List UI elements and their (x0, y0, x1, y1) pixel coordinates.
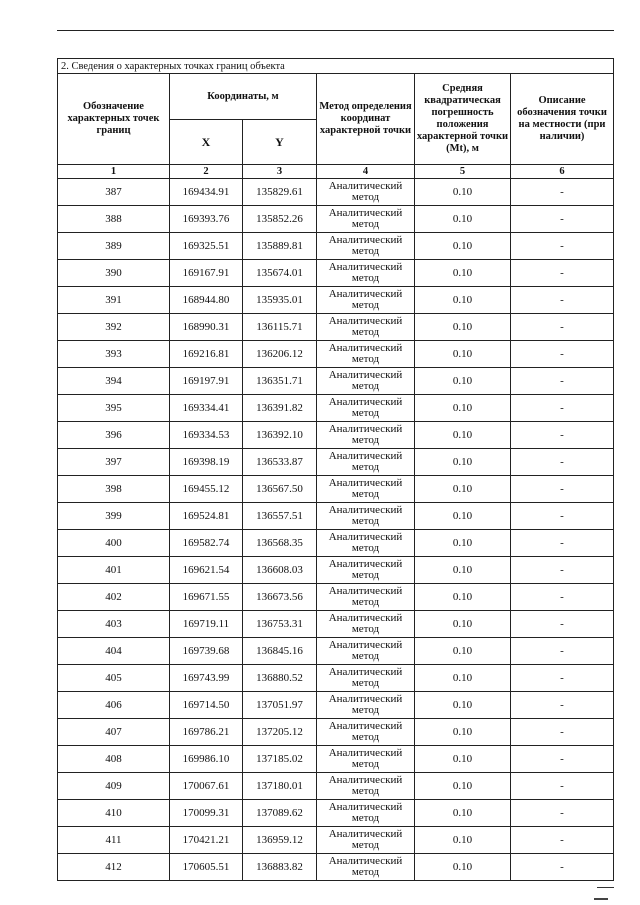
y-coordinate-cell: 136115.71 (243, 314, 317, 341)
table-row (58, 638, 614, 665)
table-row (58, 503, 614, 530)
accuracy-cell: 0.10 (415, 206, 511, 233)
table-row (58, 314, 614, 341)
column-number: 3 (243, 165, 317, 179)
point-cell: 408 (58, 746, 170, 773)
description-cell: - (511, 449, 614, 476)
table-row (58, 584, 614, 611)
method-cell: Аналитический метод (317, 827, 415, 854)
y-coordinate-cell: 136568.35 (243, 530, 317, 557)
point-cell: 389 (58, 233, 170, 260)
description-cell: - (511, 422, 614, 449)
x-coordinate-cell: 169986.10 (170, 746, 243, 773)
y-coordinate-cell: 137180.01 (243, 773, 317, 800)
point-cell: 405 (58, 665, 170, 692)
description-cell: - (511, 827, 614, 854)
point-cell: 409 (58, 773, 170, 800)
table-row (58, 692, 614, 719)
point-cell: 412 (58, 854, 170, 881)
method-cell: Аналитический метод (317, 260, 415, 287)
point-cell: 406 (58, 692, 170, 719)
description-cell: - (511, 638, 614, 665)
column-numbers-row (58, 165, 614, 179)
point-cell: 391 (58, 287, 170, 314)
point-cell: 396 (58, 422, 170, 449)
section-title: 2. Сведения о характерных точках границ объекта (58, 59, 614, 74)
accuracy-cell: 0.10 (415, 179, 511, 206)
point-cell: 404 (58, 638, 170, 665)
method-cell: Аналитический метод (317, 422, 415, 449)
point-cell: 387 (58, 179, 170, 206)
y-coordinate-cell: 137185.02 (243, 746, 317, 773)
accuracy-cell: 0.10 (415, 422, 511, 449)
y-coordinate-cell: 136883.82 (243, 854, 317, 881)
x-coordinate-cell: 169216.81 (170, 341, 243, 368)
y-coordinate-cell: 137205.12 (243, 719, 317, 746)
accuracy-cell: 0.10 (415, 395, 511, 422)
description-cell: - (511, 800, 614, 827)
method-cell: Аналитический метод (317, 611, 415, 638)
point-cell: 395 (58, 395, 170, 422)
x-coordinate-cell: 169167.91 (170, 260, 243, 287)
description-cell: - (511, 611, 614, 638)
x-coordinate-cell: 170605.51 (170, 854, 243, 881)
table-row (58, 530, 614, 557)
description-cell: - (511, 584, 614, 611)
accuracy-cell: 0.10 (415, 773, 511, 800)
point-cell: 407 (58, 719, 170, 746)
point-cell: 401 (58, 557, 170, 584)
x-coordinate-cell: 169582.74 (170, 530, 243, 557)
table-row (58, 800, 614, 827)
x-coordinate-cell: 168944.80 (170, 287, 243, 314)
header-x: X (170, 120, 243, 165)
table-row (58, 611, 614, 638)
point-cell: 403 (58, 611, 170, 638)
header-method: Метод определения координат характерной точки (317, 74, 415, 165)
accuracy-cell: 0.10 (415, 827, 511, 854)
description-cell: - (511, 557, 614, 584)
accuracy-cell: 0.10 (415, 233, 511, 260)
x-coordinate-cell: 169334.53 (170, 422, 243, 449)
description-cell: - (511, 341, 614, 368)
accuracy-cell: 0.10 (415, 611, 511, 638)
point-cell: 388 (58, 206, 170, 233)
method-cell: Аналитический метод (317, 854, 415, 881)
accuracy-cell: 0.10 (415, 287, 511, 314)
method-cell: Аналитический метод (317, 800, 415, 827)
point-cell: 400 (58, 530, 170, 557)
point-cell: 411 (58, 827, 170, 854)
table-row (58, 449, 614, 476)
x-coordinate-cell: 168990.31 (170, 314, 243, 341)
y-coordinate-cell: 136845.16 (243, 638, 317, 665)
point-cell: 410 (58, 800, 170, 827)
x-coordinate-cell: 169739.68 (170, 638, 243, 665)
x-coordinate-cell: 169743.99 (170, 665, 243, 692)
method-cell: Аналитический метод (317, 746, 415, 773)
accuracy-cell: 0.10 (415, 719, 511, 746)
table-row (58, 746, 614, 773)
column-number: 2 (170, 165, 243, 179)
description-cell: - (511, 395, 614, 422)
table-row (58, 206, 614, 233)
table-row (58, 854, 614, 881)
accuracy-cell: 0.10 (415, 476, 511, 503)
header-coordinates: Координаты, м (170, 74, 317, 120)
table-row (58, 179, 614, 206)
description-cell: - (511, 773, 614, 800)
accuracy-cell: 0.10 (415, 368, 511, 395)
description-cell: - (511, 530, 614, 557)
accuracy-cell: 0.10 (415, 638, 511, 665)
table-row (58, 719, 614, 746)
description-cell: - (511, 503, 614, 530)
point-cell: 397 (58, 449, 170, 476)
y-coordinate-cell: 137051.97 (243, 692, 317, 719)
x-coordinate-cell: 170067.61 (170, 773, 243, 800)
y-coordinate-cell: 136206.12 (243, 341, 317, 368)
accuracy-cell: 0.10 (415, 584, 511, 611)
description-cell: - (511, 314, 614, 341)
y-coordinate-cell: 136391.82 (243, 395, 317, 422)
method-cell: Аналитический метод (317, 341, 415, 368)
header-description: Описание обозначения точки на местности (при наличии) (511, 74, 614, 165)
point-cell: 398 (58, 476, 170, 503)
accuracy-cell: 0.10 (415, 314, 511, 341)
method-cell: Аналитический метод (317, 287, 415, 314)
description-cell: - (511, 260, 614, 287)
accuracy-cell: 0.10 (415, 260, 511, 287)
y-coordinate-cell: 135674.01 (243, 260, 317, 287)
y-coordinate-cell: 136533.87 (243, 449, 317, 476)
y-coordinate-cell: 135829.61 (243, 179, 317, 206)
accuracy-cell: 0.10 (415, 854, 511, 881)
x-coordinate-cell: 169455.12 (170, 476, 243, 503)
method-cell: Аналитический метод (317, 368, 415, 395)
description-cell: - (511, 368, 614, 395)
y-coordinate-cell: 136557.51 (243, 503, 317, 530)
y-coordinate-cell: 136567.50 (243, 476, 317, 503)
method-cell: Аналитический метод (317, 449, 415, 476)
accuracy-cell: 0.10 (415, 341, 511, 368)
description-cell: - (511, 719, 614, 746)
accuracy-cell: 0.10 (415, 449, 511, 476)
x-coordinate-cell: 169524.81 (170, 503, 243, 530)
table-row (58, 341, 614, 368)
y-coordinate-cell: 135935.01 (243, 287, 317, 314)
x-coordinate-cell: 169398.19 (170, 449, 243, 476)
point-cell: 402 (58, 584, 170, 611)
description-cell: - (511, 665, 614, 692)
x-coordinate-cell: 169719.11 (170, 611, 243, 638)
point-cell: 399 (58, 503, 170, 530)
accuracy-cell: 0.10 (415, 530, 511, 557)
method-cell: Аналитический метод (317, 179, 415, 206)
y-coordinate-cell: 136351.71 (243, 368, 317, 395)
method-cell: Аналитический метод (317, 692, 415, 719)
x-coordinate-cell: 169671.55 (170, 584, 243, 611)
column-number: 1 (58, 165, 170, 179)
x-coordinate-cell: 170421.21 (170, 827, 243, 854)
description-cell: - (511, 746, 614, 773)
y-coordinate-cell: 136880.52 (243, 665, 317, 692)
x-coordinate-cell: 169434.91 (170, 179, 243, 206)
y-coordinate-cell: 136608.03 (243, 557, 317, 584)
header-designation: Обозначение характерных точек границ (58, 74, 170, 165)
table-row (58, 368, 614, 395)
accuracy-cell: 0.10 (415, 665, 511, 692)
table-row (58, 476, 614, 503)
method-cell: Аналитический метод (317, 476, 415, 503)
accuracy-cell: 0.10 (415, 692, 511, 719)
x-coordinate-cell: 169334.41 (170, 395, 243, 422)
accuracy-cell: 0.10 (415, 557, 511, 584)
y-coordinate-cell: 137089.62 (243, 800, 317, 827)
description-cell: - (511, 854, 614, 881)
method-cell: Аналитический метод (317, 503, 415, 530)
x-coordinate-cell: 169197.91 (170, 368, 243, 395)
accuracy-cell: 0.10 (415, 503, 511, 530)
y-coordinate-cell: 136392.10 (243, 422, 317, 449)
method-cell: Аналитический метод (317, 233, 415, 260)
accuracy-cell: 0.10 (415, 746, 511, 773)
table-row (58, 665, 614, 692)
method-cell: Аналитический метод (317, 206, 415, 233)
method-cell: Аналитический метод (317, 395, 415, 422)
table-row (58, 395, 614, 422)
table-row (58, 422, 614, 449)
y-coordinate-cell: 136959.12 (243, 827, 317, 854)
x-coordinate-cell: 169714.50 (170, 692, 243, 719)
y-coordinate-cell: 136673.56 (243, 584, 317, 611)
point-cell: 390 (58, 260, 170, 287)
header-accuracy: Средняя квадратическая погрешность положения характерной точки (Mt), м (415, 74, 511, 165)
table-row (58, 557, 614, 584)
description-cell: - (511, 476, 614, 503)
accuracy-cell: 0.10 (415, 800, 511, 827)
header-y: Y (243, 120, 317, 165)
column-number: 5 (415, 165, 511, 179)
method-cell: Аналитический метод (317, 719, 415, 746)
x-coordinate-cell: 169393.76 (170, 206, 243, 233)
method-cell: Аналитический метод (317, 584, 415, 611)
boundary-points-table (57, 58, 614, 881)
description-cell: - (511, 179, 614, 206)
table-row (58, 233, 614, 260)
x-coordinate-cell: 169621.54 (170, 557, 243, 584)
point-cell: 392 (58, 314, 170, 341)
y-coordinate-cell: 135889.81 (243, 233, 317, 260)
y-coordinate-cell: 135852.26 (243, 206, 317, 233)
page-top-rule (57, 30, 614, 31)
footer-dash (594, 898, 608, 900)
method-cell: Аналитический метод (317, 530, 415, 557)
description-cell: - (511, 692, 614, 719)
table-row (58, 287, 614, 314)
method-cell: Аналитический метод (317, 665, 415, 692)
method-cell: Аналитический метод (317, 314, 415, 341)
column-number: 6 (511, 165, 614, 179)
x-coordinate-cell: 170099.31 (170, 800, 243, 827)
method-cell: Аналитический метод (317, 773, 415, 800)
description-cell: - (511, 206, 614, 233)
x-coordinate-cell: 169786.21 (170, 719, 243, 746)
description-cell: - (511, 233, 614, 260)
x-coordinate-cell: 169325.51 (170, 233, 243, 260)
footer-rule (597, 887, 614, 888)
table-row (58, 773, 614, 800)
table-row (58, 827, 614, 854)
method-cell: Аналитический метод (317, 557, 415, 584)
column-number: 4 (317, 165, 415, 179)
point-cell: 394 (58, 368, 170, 395)
y-coordinate-cell: 136753.31 (243, 611, 317, 638)
point-cell: 393 (58, 341, 170, 368)
table-row (58, 260, 614, 287)
method-cell: Аналитический метод (317, 638, 415, 665)
description-cell: - (511, 287, 614, 314)
table-body (58, 179, 614, 881)
